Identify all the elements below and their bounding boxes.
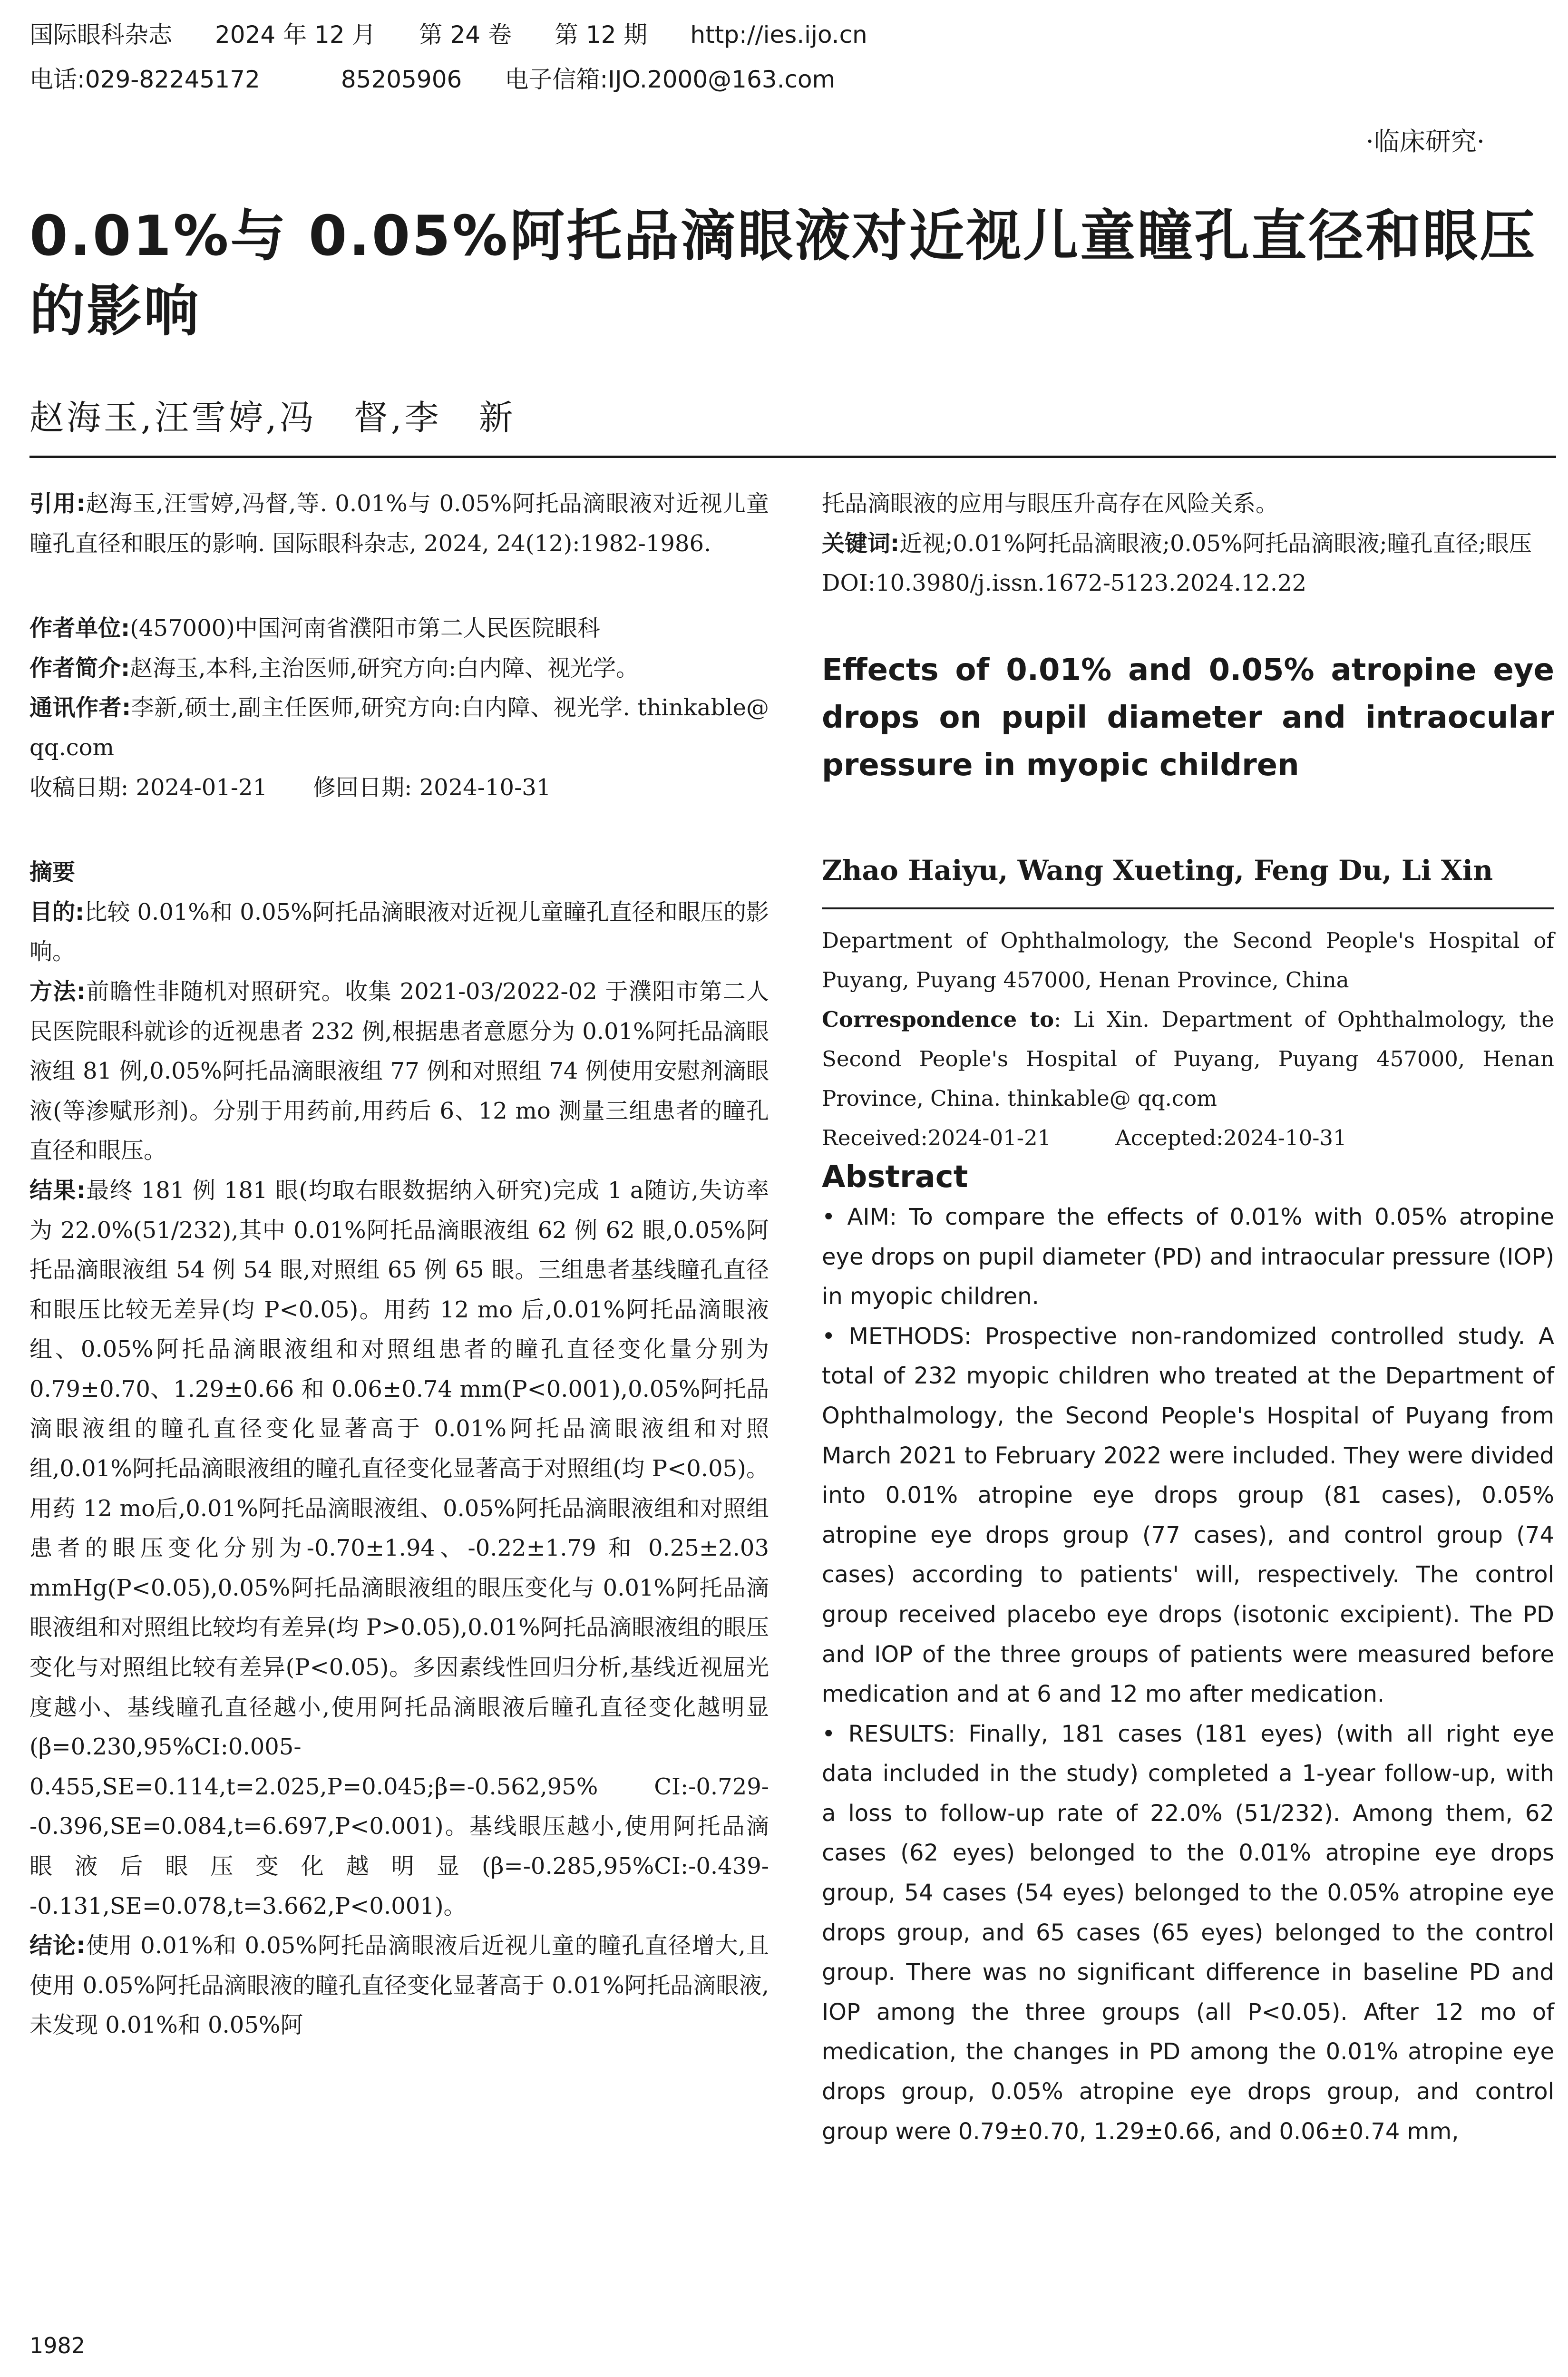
abstract-aim-cn (29, 893, 769, 972)
abstract-aim-en: • AIM: To compare the effects of 0.01% with 0.05% atropine eye drops on pupil diameter (PD) and intraocular pressure (IOP) in myopic children. (822, 1203, 1554, 1310)
abstract-results-en: • RESULTS: Finally, 181 cases (181 eyes) (with all right eye data included in the study) completed a 1-year follow-up, with a loss to follow-up rate of 22.0% (51/232). Among them, 62 cases (62 eyes) belonged to the 0.01% atropine eye drops group, 54 cases (54 eyes) belonged to the 0.05% atropine eye drops group, and 65 cases (65 eyes) belonged to the control group. There was no significant difference in baseline PD and IOP among the three groups (all P<0.05). After 12 mo of medication, the changes in PD among the 0.01% atropine eye drops group, 0.05% atropine eye drops group, and control group were 0.79±0.70, 1.29±0.66, and 0.06±0.74 mm, (822, 1720, 1554, 2145)
conclusion-label: 结论: (29, 1932, 86, 1959)
journal-header-line-2 (29, 64, 878, 95)
doi[interactable]: DOI:10.3980/j.issn.1672-5123.2024.12.22 (822, 570, 1307, 597)
corr-text: 李新,硕士,副主任医师,研究方向:白内障、视光学. thinkable@ qq.com (29, 694, 769, 761)
abstract-heading-cn: 摘要 (29, 859, 76, 886)
author-list: 赵海玉,汪雪婷,冯 督,李 新 (29, 398, 516, 438)
english-author-divider (822, 907, 1554, 909)
english-authors: Zhao Haiyu, Wang Xueting, Feng Du, Li Xin (822, 854, 1493, 887)
correspondence-label: Correspondence to (822, 1007, 1054, 1033)
section-tag: ·临床研究· (1365, 127, 1485, 156)
corresponding-author (29, 688, 769, 768)
methods-label: 方法: (29, 978, 86, 1005)
citation-label: 引用: (29, 490, 86, 517)
abstract-methods-en: • METHODS: Prospective non-randomized controlled study. A total of 232 myopic children who treated at the Department of Ophthalmology, the Second People's Hospital of Puyang from March 2021 to February 2022 were included. They were divided into 0.01% atropine eye drops group (81 cases), 0.05% atropine eye drops group (77 cases), and control group (74 cases) according to patients' will, respectively. The control group received placebo eye drops (isotonic excipient). The PD and IOP of the three groups of patients were measured before medication and at 6 and 12 mo after medication. (822, 1323, 1554, 1708)
phone: 电话:029-82245172 (29, 66, 260, 93)
issue-number: 第 12 期 (554, 21, 648, 49)
english-dates: Received:2024-01-21 Accepted:2024-10-31 (822, 1125, 1347, 1151)
aim-text: 比较 0.01%和 0.05%阿托品滴眼液对近视儿童瞳孔直径和眼压的影响。 (29, 898, 769, 965)
article-title: 0.01%与 0.05%阿托品滴眼液对近视儿童瞳孔直径和眼压的影响 (29, 204, 1537, 343)
author-bio (29, 649, 769, 689)
results-text: 最终 181 例 181 眼(均取右眼数据纳入研究)完成 1 a随访,失访率为 22.0%(51/232),其中 0.01%阿托品滴眼液组 62 例 62 眼,0.05%阿托品滴眼液组 54 例 54 眼,对照组 65 例 65 眼。三组患者基线瞳孔直径和眼压比较无差异(均 P<0.05)。用药 12 mo 后,0.01%阿托品滴眼液组、0.05%阿托品滴眼液组和对照组患者的瞳孔直径变化量分别为 0.79±0.70、1.29±0.66 和 0.06±0.74 mm(P<0.001),0.05%阿托品滴眼液组的瞳孔直径变化显著高于 0.01%阿托品滴眼液组和对照组,0.01%阿托品滴眼液组的瞳孔直径变化显著高于对照组(均 P<0.05)。用药 12 mo后,0.01%阿托品滴眼液组、0.05%阿托品滴眼液组和对照组患者的眼压变化分别为-0.70±1.94、-0.22±1.79 和 0.25±2.03 mmHg(P<0.05),0.05%阿托品滴眼液组的眼压变化与 0.01%阿托品滴眼液组和对照组比较均有差异(均 P>0.05),0.01%阿托品滴眼液组的眼压变化与对照组比较有差异(P<0.05)。多因素线性回归分析,基线近视屈光度越小、基线瞳孔直径越小,使用阿托品滴眼液后瞳孔直径变化越明显(β=0.230,95%CI:0.005-0.455,SE=0.114,t=2.025,P=0.045;β=-0.562,95% CI:-0.729--0.396,SE=0.084,t=6.697,P<0.001)。基线眼压越小,使用阿托品滴眼液后眼压变化越明显(β=-0.285,95%CI:-0.439--0.131,SE=0.078,t=3.662,P<0.001)。 (29, 1177, 769, 1919)
keywords (822, 524, 1554, 564)
journal-header-line-1 (29, 19, 910, 50)
left-column (29, 484, 769, 2046)
abstract-methods-cn (29, 972, 769, 1171)
page-number: 1982 (29, 2333, 86, 2358)
affiliation-label: 作者单位: (29, 615, 130, 642)
abstract-conclusion-cn (29, 1926, 769, 2046)
abstract-results-cn (29, 1171, 769, 1926)
correspondence-text: : Li Xin. Department of Ophthalmology, the Second People's Hospital of Puyang, Puyang 457000, Henan Province, China. thinkable@ qq.com (822, 1007, 1555, 1111)
conclusion-text: 使用 0.01%和 0.05%阿托品滴眼液后近视儿童的瞳孔直径增大,且使用 0.05%阿托品滴眼液的瞳孔直径变化显著高于 0.01%阿托品滴眼液,未发现 0.01%和 0.05%阿 (29, 1932, 769, 2039)
bio-label: 作者简介: (29, 654, 130, 682)
citation-text: 赵海玉,汪雪婷,冯督,等. 0.01%与 0.05%阿托品滴眼液对近视儿童瞳孔直径和眼压的影响. 国际眼科杂志, 2024, 24(12):1982-1986. (29, 490, 769, 557)
keywords-label: 关键词: (822, 530, 900, 557)
citation (29, 484, 769, 564)
aim-label: 目的: (29, 898, 85, 925)
english-title: Effects of 0.01% and 0.05% atropine eye drops on pupil diameter and intraocular pressure in myopic children (822, 652, 1554, 783)
volume: 第 24 卷 (419, 21, 512, 49)
journal-url[interactable]: http://ies.ijo.cn (690, 21, 867, 49)
title-divider (29, 456, 1556, 458)
journal-name: 国际眼科杂志 (29, 21, 172, 49)
phone-2: 85205906 (341, 66, 462, 93)
received-dates: 收稿日期: 2024-01-21 修回日期: 2024-10-31 (29, 774, 551, 801)
issue-date: 2024 年 12 月 (215, 21, 376, 49)
affiliation-text: (457000)中国河南省濮阳市第二人民医院眼科 (130, 615, 600, 642)
methods-text: 前瞻性非随机对照研究。收集 2021-03/2022-02 于濮阳市第二人民医院眼科就诊的近视患者 232 例,根据患者意愿分为 0.01%阿托品滴眼液组 81 例,0.05%阿托品滴眼液组 77 例和对照组 74 例使用安慰剂滴眼液(等渗赋形剂)。分别于用药前,用药后 6、12 mo 测量三组患者的瞳孔直径和眼压。 (29, 978, 769, 1164)
author-affiliation (29, 609, 769, 649)
abstract-heading-en: Abstract (822, 1159, 968, 1195)
right-column (822, 484, 1554, 2152)
results-label: 结果: (29, 1177, 86, 1204)
corr-label: 通讯作者: (29, 694, 131, 721)
english-affiliation: Department of Ophthalmology, the Second People's Hospital of Puyang, Puyang 457000, Henan Province, China (822, 928, 1554, 993)
keywords-text: 近视;0.01%阿托品滴眼液;0.05%阿托品滴眼液;瞳孔直径;眼压 (899, 530, 1532, 557)
english-correspondence (822, 1000, 1554, 1118)
bio-text: 赵海玉,本科,主治医师,研究方向:白内障、视光学。 (130, 654, 639, 682)
conclusion-continuation: 托品滴眼液的应用与眼压升高存在风险关系。 (822, 490, 1279, 517)
email[interactable]: 电子信箱:IJO.2000@163.com (505, 66, 836, 93)
